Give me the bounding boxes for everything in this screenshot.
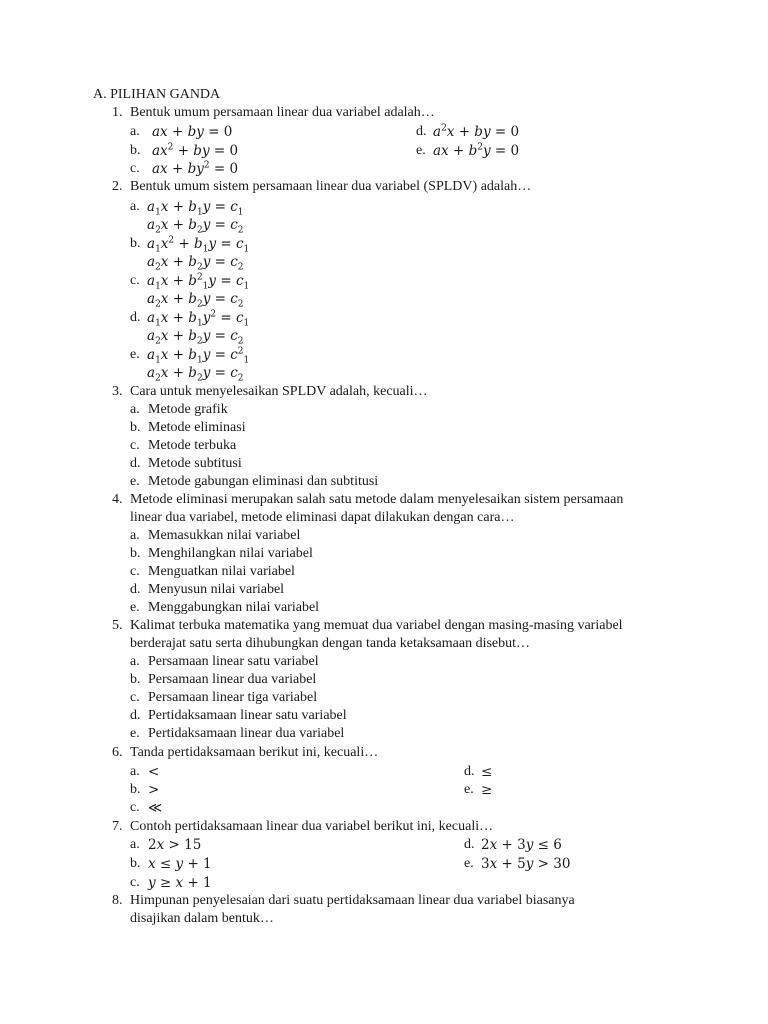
q5-text-line1: Kalimat terbuka matematika yang memuat dua variabel dengan masing-masing variabel [130, 618, 623, 633]
q4-option-e-label: e. [130, 600, 140, 615]
q7-option-b-math: x ≤ y + 1 [148, 856, 212, 872]
q3-option-d-text: Metode subtitusi [148, 456, 242, 471]
q7-option-e-math: 3x + 5y > 30 [481, 856, 571, 872]
q1-number: 1. [112, 105, 123, 120]
q1-option-a-math: ax + by = 0 [152, 124, 233, 140]
q5-option-a-label: a. [130, 654, 140, 669]
q1-option-b-label: b. [130, 143, 141, 158]
q2-option-a-label: a. [130, 199, 140, 214]
q6-text: Tanda pertidaksamaan berikut ini, kecuali… [130, 745, 379, 760]
q7-option-d-label: d. [464, 837, 475, 852]
q2-option-c-eq1: $a_1x + b^2_1y = c_1$ [147, 272, 250, 292]
q4-option-c-text: Menguatkan nilai variabel [148, 564, 295, 579]
q3-option-c-label: c. [130, 438, 140, 453]
q8-text-line1: Himpunan penyelesaian dari suatu pertidaksamaan linear dua variabel biasanya [130, 893, 575, 908]
q4-text-line2: linear dua variabel, metode eliminasi dapat dilakukan dengan cara… [130, 510, 515, 525]
q2-option-c-eq2: $a_2x + b_2y = c_2$ [147, 291, 244, 310]
q3-text: Cara untuk menyelesaikan SPLDV adalah, kecuali… [130, 384, 428, 399]
q8-text-line2: disajikan dalam bentuk… [130, 911, 274, 926]
q7-text: Contoh pertidaksamaan linear dua variabel berikut ini, kecuali… [130, 819, 494, 834]
q5-option-a-text: Persamaan linear satu variabel [148, 654, 319, 669]
q4-option-d-label: d. [130, 582, 141, 597]
q6-option-e-symbol: ≥ [481, 782, 493, 798]
q2-option-d-eq2: $a_2x + b_2y = c_2$ [147, 328, 244, 347]
q5-option-c-text: Persamaan linear tiga variabel [148, 690, 318, 705]
q1-option-a-label: a. [130, 124, 140, 139]
q3-option-a-text: Metode grafik [148, 402, 228, 417]
q3-number: 3. [112, 384, 123, 399]
q6-option-d-symbol: ≤ [481, 764, 493, 780]
q4-text-line1: Metode eliminasi merupakan salah satu metode dalam menyelesaikan sistem persamaan [130, 492, 624, 507]
q6-option-a-symbol: < [148, 764, 160, 780]
q2-option-b-label: b. [130, 236, 141, 251]
q4-option-e-text: Menggabungkan nilai variabel [148, 600, 320, 615]
q6-option-b-symbol: > [148, 782, 160, 798]
q5-text-line2: berderajat satu serta dihubungkan dengan tanda ketaksamaan disebut… [130, 636, 531, 651]
q1-option-d-math: $a^2x$ + by = 0 [433, 123, 520, 140]
q2-option-e-label: e. [130, 347, 140, 362]
q3-option-b-label: b. [130, 420, 141, 435]
q6-option-d-label: d. [464, 764, 475, 779]
q7-option-d-math: 2x + 3y ≤ 6 [481, 837, 562, 853]
q2-option-e-eq2: $a_2x + b_2y = c_2$ [147, 365, 244, 384]
q6-number: 6. [112, 745, 123, 760]
q2-option-b-eq2: $a_2x + b_2y = c_2$ [147, 254, 244, 273]
q7-option-a-label: a. [130, 837, 140, 852]
q2-option-b-eq1: $a_1x^2 + b_1y = c_1$ [147, 235, 250, 255]
q2-option-e-eq1: $a_1x + b_1y = c^2_1$ [147, 346, 250, 366]
q3-option-a-label: a. [130, 402, 140, 417]
q5-option-e-label: e. [130, 726, 140, 741]
q4-option-b-text: Menghilangkan nilai variabel [148, 546, 313, 561]
q5-option-e-text: Pertidaksamaan linear dua variabel [148, 726, 345, 741]
q3-option-e-label: e. [130, 474, 140, 489]
q4-option-c-label: c. [130, 564, 140, 579]
q1-option-b-math: $ax^2$ + by = 0 [152, 142, 239, 159]
q2-option-d-label: d. [130, 310, 141, 325]
q5-option-d-text: Pertidaksamaan linear satu variabel [148, 708, 347, 723]
q1-option-d-label: d. [416, 124, 427, 139]
q6-option-a-label: a. [130, 764, 140, 779]
q5-option-c-label: c. [130, 690, 140, 705]
q5-option-b-label: b. [130, 672, 141, 687]
q2-number: 2. [112, 179, 123, 194]
q2-option-c-label: c. [130, 273, 140, 288]
q7-option-c-math: y ≥ x + 1 [148, 875, 212, 891]
q4-option-b-label: b. [130, 546, 141, 561]
q8-number: 8. [112, 893, 123, 908]
q3-option-c-text: Metode terbuka [148, 438, 237, 453]
q3-option-e-text: Metode gabungan eliminasi dan subtitusi [148, 474, 379, 489]
q4-option-d-text: Menyusun nilai variabel [148, 582, 285, 597]
q1-option-e-math: ax + $b^2y = 0$ [433, 142, 520, 159]
q3-option-d-label: d. [130, 456, 141, 471]
section-title: A. PILIHAN GANDA [93, 87, 221, 102]
q6-option-e-label: e. [464, 782, 474, 797]
q4-option-a-label: a. [130, 528, 140, 543]
q2-option-a-eq2: $a_2x + b_2y = c_2$ [147, 217, 244, 236]
q1-option-c-label: c. [130, 161, 140, 176]
q7-option-b-label: b. [130, 856, 141, 871]
q7-number: 7. [112, 819, 123, 834]
q2-option-a-eq1: $a_1x + b_1y = c_1$ [147, 199, 244, 218]
q7-option-e-label: e. [464, 856, 474, 871]
q6-option-c-symbol: ≪ [148, 800, 163, 816]
q6-option-b-label: b. [130, 782, 141, 797]
q4-number: 4. [112, 492, 123, 507]
q4-option-a-text: Memasukkan nilai variabel [148, 528, 301, 543]
q5-option-b-text: Persamaan linear dua variabel [148, 672, 317, 687]
q3-option-b-text: Metode eliminasi [148, 420, 246, 435]
q5-number: 5. [112, 618, 123, 633]
q2-text: Bentuk umum sistem persamaan linear dua variabel (SPLDV) adalah… [130, 179, 532, 194]
q7-option-a-math: 2x > 15 [148, 837, 202, 853]
q1-option-e-label: e. [416, 143, 426, 158]
q1-text: Bentuk umum persamaan linear dua variabel adalah… [130, 105, 435, 120]
q7-option-c-label: c. [130, 875, 140, 890]
q5-option-d-label: d. [130, 708, 141, 723]
q1-option-c-math: ax + $by^2 = 0$ [152, 160, 239, 177]
q6-option-c-label: c. [130, 800, 140, 815]
q2-option-d-eq1: $a_1x + b_1y^2 = c_1$ [147, 309, 250, 329]
